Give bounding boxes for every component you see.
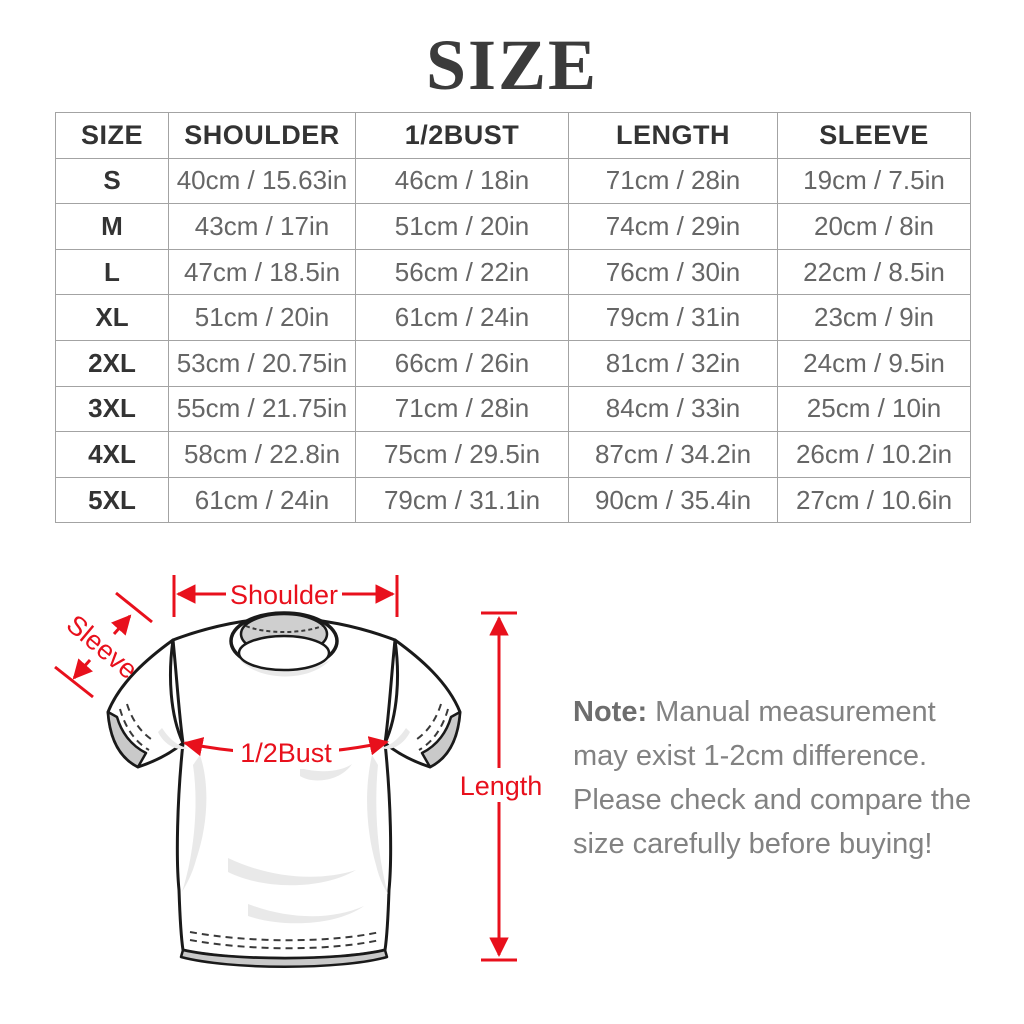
column-header: SHOULDER (169, 113, 356, 159)
size-row (56, 386, 971, 432)
size-row (56, 477, 971, 523)
measure-cell: 23cm / 9in (778, 295, 971, 341)
tshirt-diagram-svg (50, 560, 570, 1020)
header-row (56, 113, 971, 159)
measure-cell: 55cm / 21.75in (169, 386, 356, 432)
size-cell: M (56, 204, 169, 250)
measure-cell: 51cm / 20in (169, 295, 356, 341)
measure-cell: 81cm / 32in (569, 340, 778, 386)
size-cell: 4XL (56, 432, 169, 478)
measure-cell: 22cm / 8.5in (778, 249, 971, 295)
size-cell: L (56, 249, 169, 295)
column-header: SLEEVE (778, 113, 971, 159)
size-cell: S (56, 158, 169, 204)
measure-cell: 61cm / 24in (169, 477, 356, 523)
note-text (573, 690, 998, 866)
measure-cell: 46cm / 18in (356, 158, 569, 204)
measure-cell: 53cm / 20.75in (169, 340, 356, 386)
size-row (56, 204, 971, 250)
measure-cell: 25cm / 10in (778, 386, 971, 432)
shoulder-annotation (174, 575, 397, 617)
measure-cell: 66cm / 26in (356, 340, 569, 386)
measurement-diagram (50, 560, 570, 1020)
measure-cell: 19cm / 7.5in (778, 158, 971, 204)
measure-cell: 47cm / 18.5in (169, 249, 356, 295)
measure-cell: 87cm / 34.2in (569, 432, 778, 478)
column-header: LENGTH (569, 113, 778, 159)
measure-cell: 84cm / 33in (569, 386, 778, 432)
page-title: SIZE (425, 25, 599, 105)
size-cell: 3XL (56, 386, 169, 432)
measure-cell: 40cm / 15.63in (169, 158, 356, 204)
measure-cell: 76cm / 30in (569, 249, 778, 295)
size-row (56, 158, 971, 204)
note-body: Manual measurement may exist 1-2cm difference. Please check and compare the size carefully before buying! (573, 696, 972, 860)
measure-cell: 56cm / 22in (356, 249, 569, 295)
size-row (56, 340, 971, 386)
tshirt-illustration (108, 613, 460, 967)
column-header: SIZE (56, 113, 169, 159)
measure-cell: 20cm / 8in (778, 204, 971, 250)
measure-cell: 75cm / 29.5in (356, 432, 569, 478)
column-header: 1/2BUST (356, 113, 569, 159)
length-annotation (456, 613, 546, 960)
measure-cell: 90cm / 35.4in (569, 477, 778, 523)
note-label: Note: (573, 696, 648, 728)
size-cell: 5XL (56, 477, 169, 523)
measure-cell: 79cm / 31.1in (356, 477, 569, 523)
size-cell: 2XL (56, 340, 169, 386)
measure-cell: 51cm / 20in (356, 204, 569, 250)
size-row (56, 432, 971, 478)
bust-label: 1/2Bust (240, 738, 332, 768)
measure-cell: 24cm / 9.5in (778, 340, 971, 386)
measure-cell: 43cm / 17in (169, 204, 356, 250)
sleeve-label: Sleeve (60, 608, 144, 686)
measure-cell: 71cm / 28in (569, 158, 778, 204)
measure-cell: 27cm / 10.6in (778, 477, 971, 523)
size-row (56, 249, 971, 295)
measure-cell: 74cm / 29in (569, 204, 778, 250)
size-table (55, 112, 971, 523)
measure-cell: 79cm / 31in (569, 295, 778, 341)
size-row (56, 295, 971, 341)
measure-cell: 71cm / 28in (356, 386, 569, 432)
size-cell: XL (56, 295, 169, 341)
measure-cell: 58cm / 22.8in (169, 432, 356, 478)
measure-cell: 26cm / 10.2in (778, 432, 971, 478)
shoulder-label: Shoulder (229, 580, 339, 610)
length-label: Length (459, 771, 543, 801)
measure-cell: 61cm / 24in (356, 295, 569, 341)
